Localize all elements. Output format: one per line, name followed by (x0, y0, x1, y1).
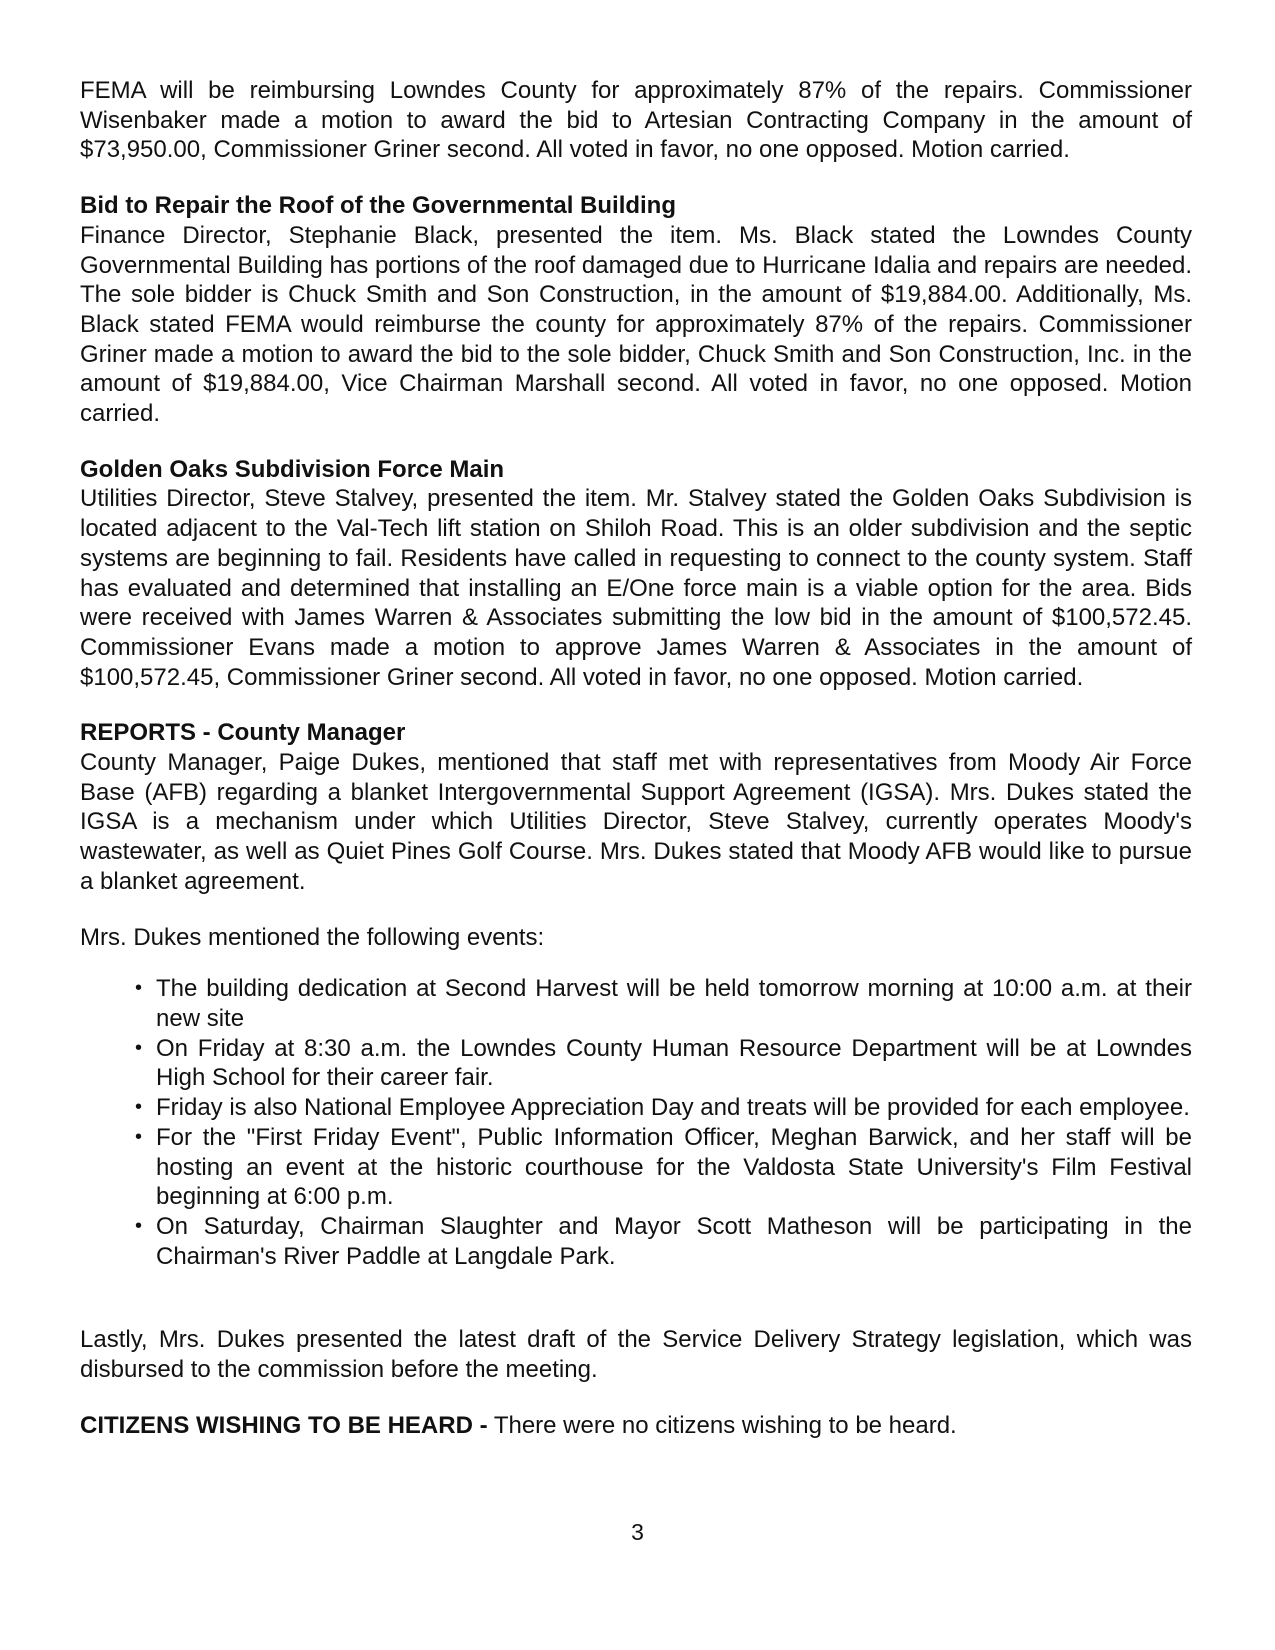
intro-paragraph: FEMA will be reimbursing Lowndes County for approximately 87% of the repairs. Commissioner Wisenbaker made a motion to award the bid to Artesian Contracting Company in the amount of $73,950.00, Commissioner Griner second. All voted in favor, no one opposed. Motion carried. (80, 77, 1192, 164)
event-text: For the "First Friday Event", Public Information Officer, Meghan Barwick, and her staff will be hosting an event at the historic courthouse for the Valdosta State University's Film Festival beginning at 6:00 p.m. (156, 1123, 1192, 1211)
citizens-paragraph (80, 1411, 1192, 1441)
list-item (135, 1123, 1192, 1212)
event-text: On Friday at 8:30 a.m. the Lowndes County Human Resource Department will be at Lowndes High School for their career fair. (156, 1034, 1192, 1092)
section-body: County Manager, Paige Dukes, mentioned that staff met with representatives from Moody Air Force Base (AFB) regarding a blanket Intergovernmental Support Agreement (IGSA). Mrs. Dukes stated the IGSA is a mechanism under which Utilities Director, Steve Stalvey, currently operates Moody's wastewater, as well as Quiet Pines Golf Course. Mrs. Dukes stated that Moody AFB would like to pursue a blanket agreement. (80, 749, 1192, 895)
bullet-icon: • (135, 977, 143, 1000)
section-county-manager-report (80, 718, 1192, 896)
section-roof-bid (80, 191, 1192, 429)
events-intro: Mrs. Dukes mentioned the following events: (80, 923, 545, 951)
events-list (80, 974, 1192, 1271)
event-text: Friday is also National Employee Appreciation Day and treats will be provided for each employee. (156, 1094, 1190, 1122)
bullet-icon: • (135, 1036, 143, 1059)
page-number: 3 (631, 1519, 644, 1545)
closing-paragraph: Lastly, Mrs. Dukes presented the latest draft of the Service Delivery Strategy legislation, which was disbursed to the commission before the meeting. (80, 1326, 1192, 1384)
section-heading: Golden Oaks Subdivision Force Main (80, 455, 505, 483)
bullet-icon: • (135, 1096, 143, 1119)
list-item (135, 1093, 1192, 1123)
section-heading: Bid to Repair the Roof of the Governmental Building (80, 192, 677, 220)
citizens-text: There were no citizens wishing to be heard. (487, 1411, 957, 1439)
event-text: On Saturday, Chairman Slaughter and Mayor Scott Matheson will be participating in the Chairman's River Paddle at Langdale Park. (156, 1212, 1192, 1270)
section-body: Finance Director, Stephanie Black, presented the item. Ms. Black stated the Lowndes County Governmental Building has portions of the roof damaged due to Hurricane Idalia and repairs are needed. The sole bidder is Chuck Smith and Son Construction, in the amount of $19,884.00. Additionally, Ms. Black stated FEMA would reimburse the county for approximately 87% of the repairs. Commissioner Griner made a motion to award the bid to the sole bidder, Chuck Smith and Son Construction, Inc. in the amount of $19,884.00, Vice Chairman Marshall second. All voted in favor, no one opposed. Motion carried. (80, 221, 1192, 428)
section-body: Utilities Director, Steve Stalvey, presented the item. Mr. Stalvey stated the Golden Oaks Subdivision is located adjacent to the Val-Tech lift station on Shiloh Road. This is an older subdivision and the septic systems are beginning to fail. Residents have called in requesting to connect to the county system. Staff has evaluated and determined that installing an E/One force main is a viable option for the area. Bids were received with James Warren & Associates submitting the low bid in the amount of $100,572.45. Commissioner Evans made a motion to approve James Warren & Associates in the amount of $100,572.45, Commissioner Griner second. All voted in favor, no one opposed. Motion carried. (80, 485, 1192, 691)
list-item (135, 1034, 1192, 1093)
list-item (135, 1212, 1192, 1271)
bullet-icon: • (135, 1125, 143, 1148)
document-page (80, 76, 1192, 1440)
bullet-icon: • (135, 1214, 143, 1237)
citizens-heading: CITIZENS WISHING TO BE HEARD - (80, 1411, 488, 1439)
event-text: The building dedication at Second Harvest will be held tomorrow morning at 10:00 a.m. at their new site (156, 975, 1192, 1032)
section-golden-oaks (80, 455, 1192, 693)
section-heading: REPORTS - County Manager (80, 719, 406, 747)
list-item (135, 974, 1192, 1033)
